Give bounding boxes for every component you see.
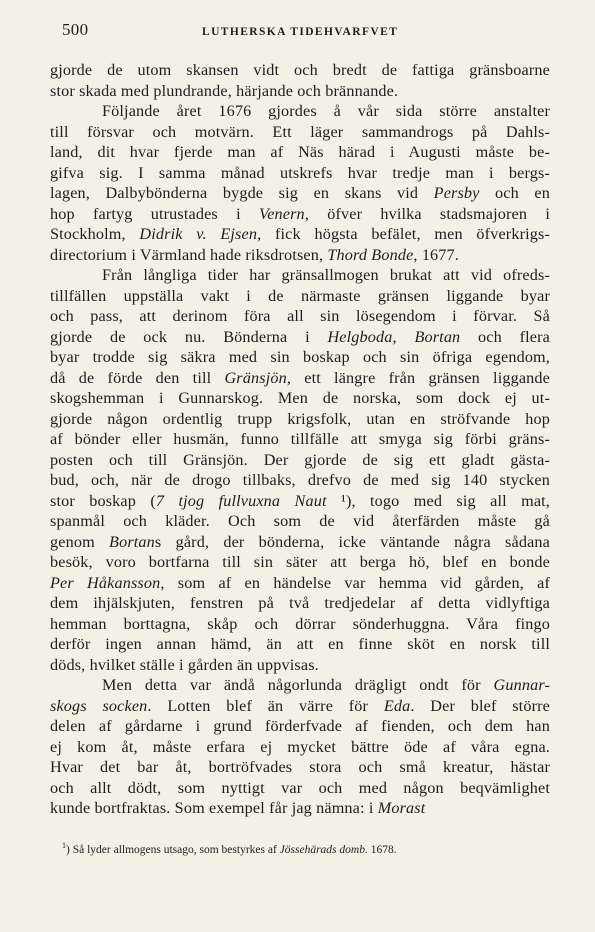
- text-line: Men detta var ändå någorlunda drägligt ondt för Gunnar-: [102, 676, 550, 694]
- text-line: derför ingen annan hämd, än att en finne sköt en norsk till: [50, 635, 550, 653]
- text-line: skogs socken. Lotten blef än värre för Eda. Der blef större: [50, 696, 550, 715]
- text-line: stor boskap (7 tjog fullvuxna Naut ¹), togo med sig all mat,: [50, 491, 550, 510]
- text-line: af bönder eller husmän, funno tillfälle att smyga sig förbi gräns-: [50, 430, 550, 448]
- text-line: directorium i Värmland hade riksdrotsen, Thord Bonde, 1677.: [50, 245, 459, 264]
- text-line: Följande året 1676 gjordes å vår sida större anstalter: [102, 102, 550, 120]
- text-line: döds, hvilket ställe i gården än uppvisas.: [50, 655, 319, 674]
- text-line: gifva sig. I samma månad utskrefs hvar tredje man i bergs-: [50, 163, 550, 182]
- page-header: [62, 20, 552, 40]
- body-text: [50, 60, 550, 819]
- text-line: delen af gårdarne i grund förderfvade af fienden, och dem han: [50, 717, 550, 735]
- text-line: Hvar det bar åt, bortröfvades stora och små kreatur, hästar: [50, 758, 550, 776]
- text-line: bud, och, när de drogo tillbaks, drefvo de med sig 140 stycken: [50, 471, 550, 489]
- text-line: Per Håkansson, som af en händelse var hemma vid gården, af: [50, 573, 551, 592]
- text-line: då de förde den till Gränsjön, ett längre från gränsen liggande: [50, 368, 550, 387]
- text-line: besök, voro bortfarna till sin säter att berga hö, blef en bonde: [50, 553, 550, 571]
- text-line: Stockholm, Didrik v. Ejsen, fick högsta befälet, men öfverkrigs-: [50, 225, 550, 243]
- footnote-source: Jössehärads domb.: [279, 843, 368, 856]
- text-line: kunde bortfraktas. Som exempel får jag nämna: i Morast: [50, 799, 426, 817]
- footnote-text: ) Så lyder allmogens utsago, som bestyrkes af: [66, 843, 280, 856]
- text-line: genom Bortans gård, der bönderna, icke väntande några sådana: [50, 532, 550, 551]
- footnote-marker: 1: [62, 841, 66, 850]
- text-line: gjorde någon ordentlig trupp krigsfolk, utan en ströfvande hop: [50, 409, 550, 428]
- text-line: ej kom åt, måste erfara ej mycket bättre öde af våra egna.: [50, 737, 550, 756]
- text-line: till försvar och motvärn. Ett läger sammandrogs på Dahls-: [50, 122, 550, 141]
- text-line: skogshemman i Gunnarskog. Men de norska, som dock ej ut-: [50, 389, 550, 407]
- footnote-year: 1678.: [367, 843, 397, 856]
- text-line: gjorde de utom skansen vidt och bredt de fattiga gränsboarne: [50, 61, 550, 79]
- text-line: och pass, att derinom föra all sin lösegendom i förvar. Så: [50, 307, 550, 325]
- text-line: land, dit hvar fjerde man af Näs härad i Augusti måste be-: [50, 143, 550, 161]
- text-line: posten och till Gränsjön. Der gjorde de sig ett gladt gästa-: [50, 450, 550, 469]
- text-line: byar trodde sig säkra med sin boskap och sin öfriga egendom,: [50, 348, 550, 366]
- running-head: LUTHERSKA TIDEHVARFVET: [202, 26, 399, 38]
- text-line: tillfällen uppställa vakt i de närmaste gränsen liggande byar: [50, 286, 550, 305]
- text-line: hemman borttagna, skåp och dörrar sönderhuggna. Våra fingo: [50, 614, 550, 633]
- text-line: och allt dödt, som nyttigt var och med någon beqvämlighet: [50, 778, 550, 797]
- text-line: spanmål och kläder. Och som de vid återfärden måste gå: [50, 512, 550, 530]
- text-line: dem ihjälskjuten, fenstren på två tredjedelar af detta vidlyftiga: [50, 594, 550, 612]
- text-line: Från långliga tider har gränsallmogen brukat att vid ofreds-: [102, 266, 550, 284]
- text-line: hop fartyg utrustades i Venern, öfver hvilka stadsmajoren i: [50, 204, 551, 223]
- text-line: lagen, Dalbybönderna bygde sig en skans vid Persby och en: [50, 184, 551, 202]
- page-number: 500: [62, 20, 89, 39]
- text-line: stor skada med plundrande, härjande och brännande.: [50, 81, 399, 100]
- text-line: gjorde de ock nu. Bönderna i Helgboda, Bortan och flera: [50, 327, 550, 346]
- footnote: [62, 839, 552, 857]
